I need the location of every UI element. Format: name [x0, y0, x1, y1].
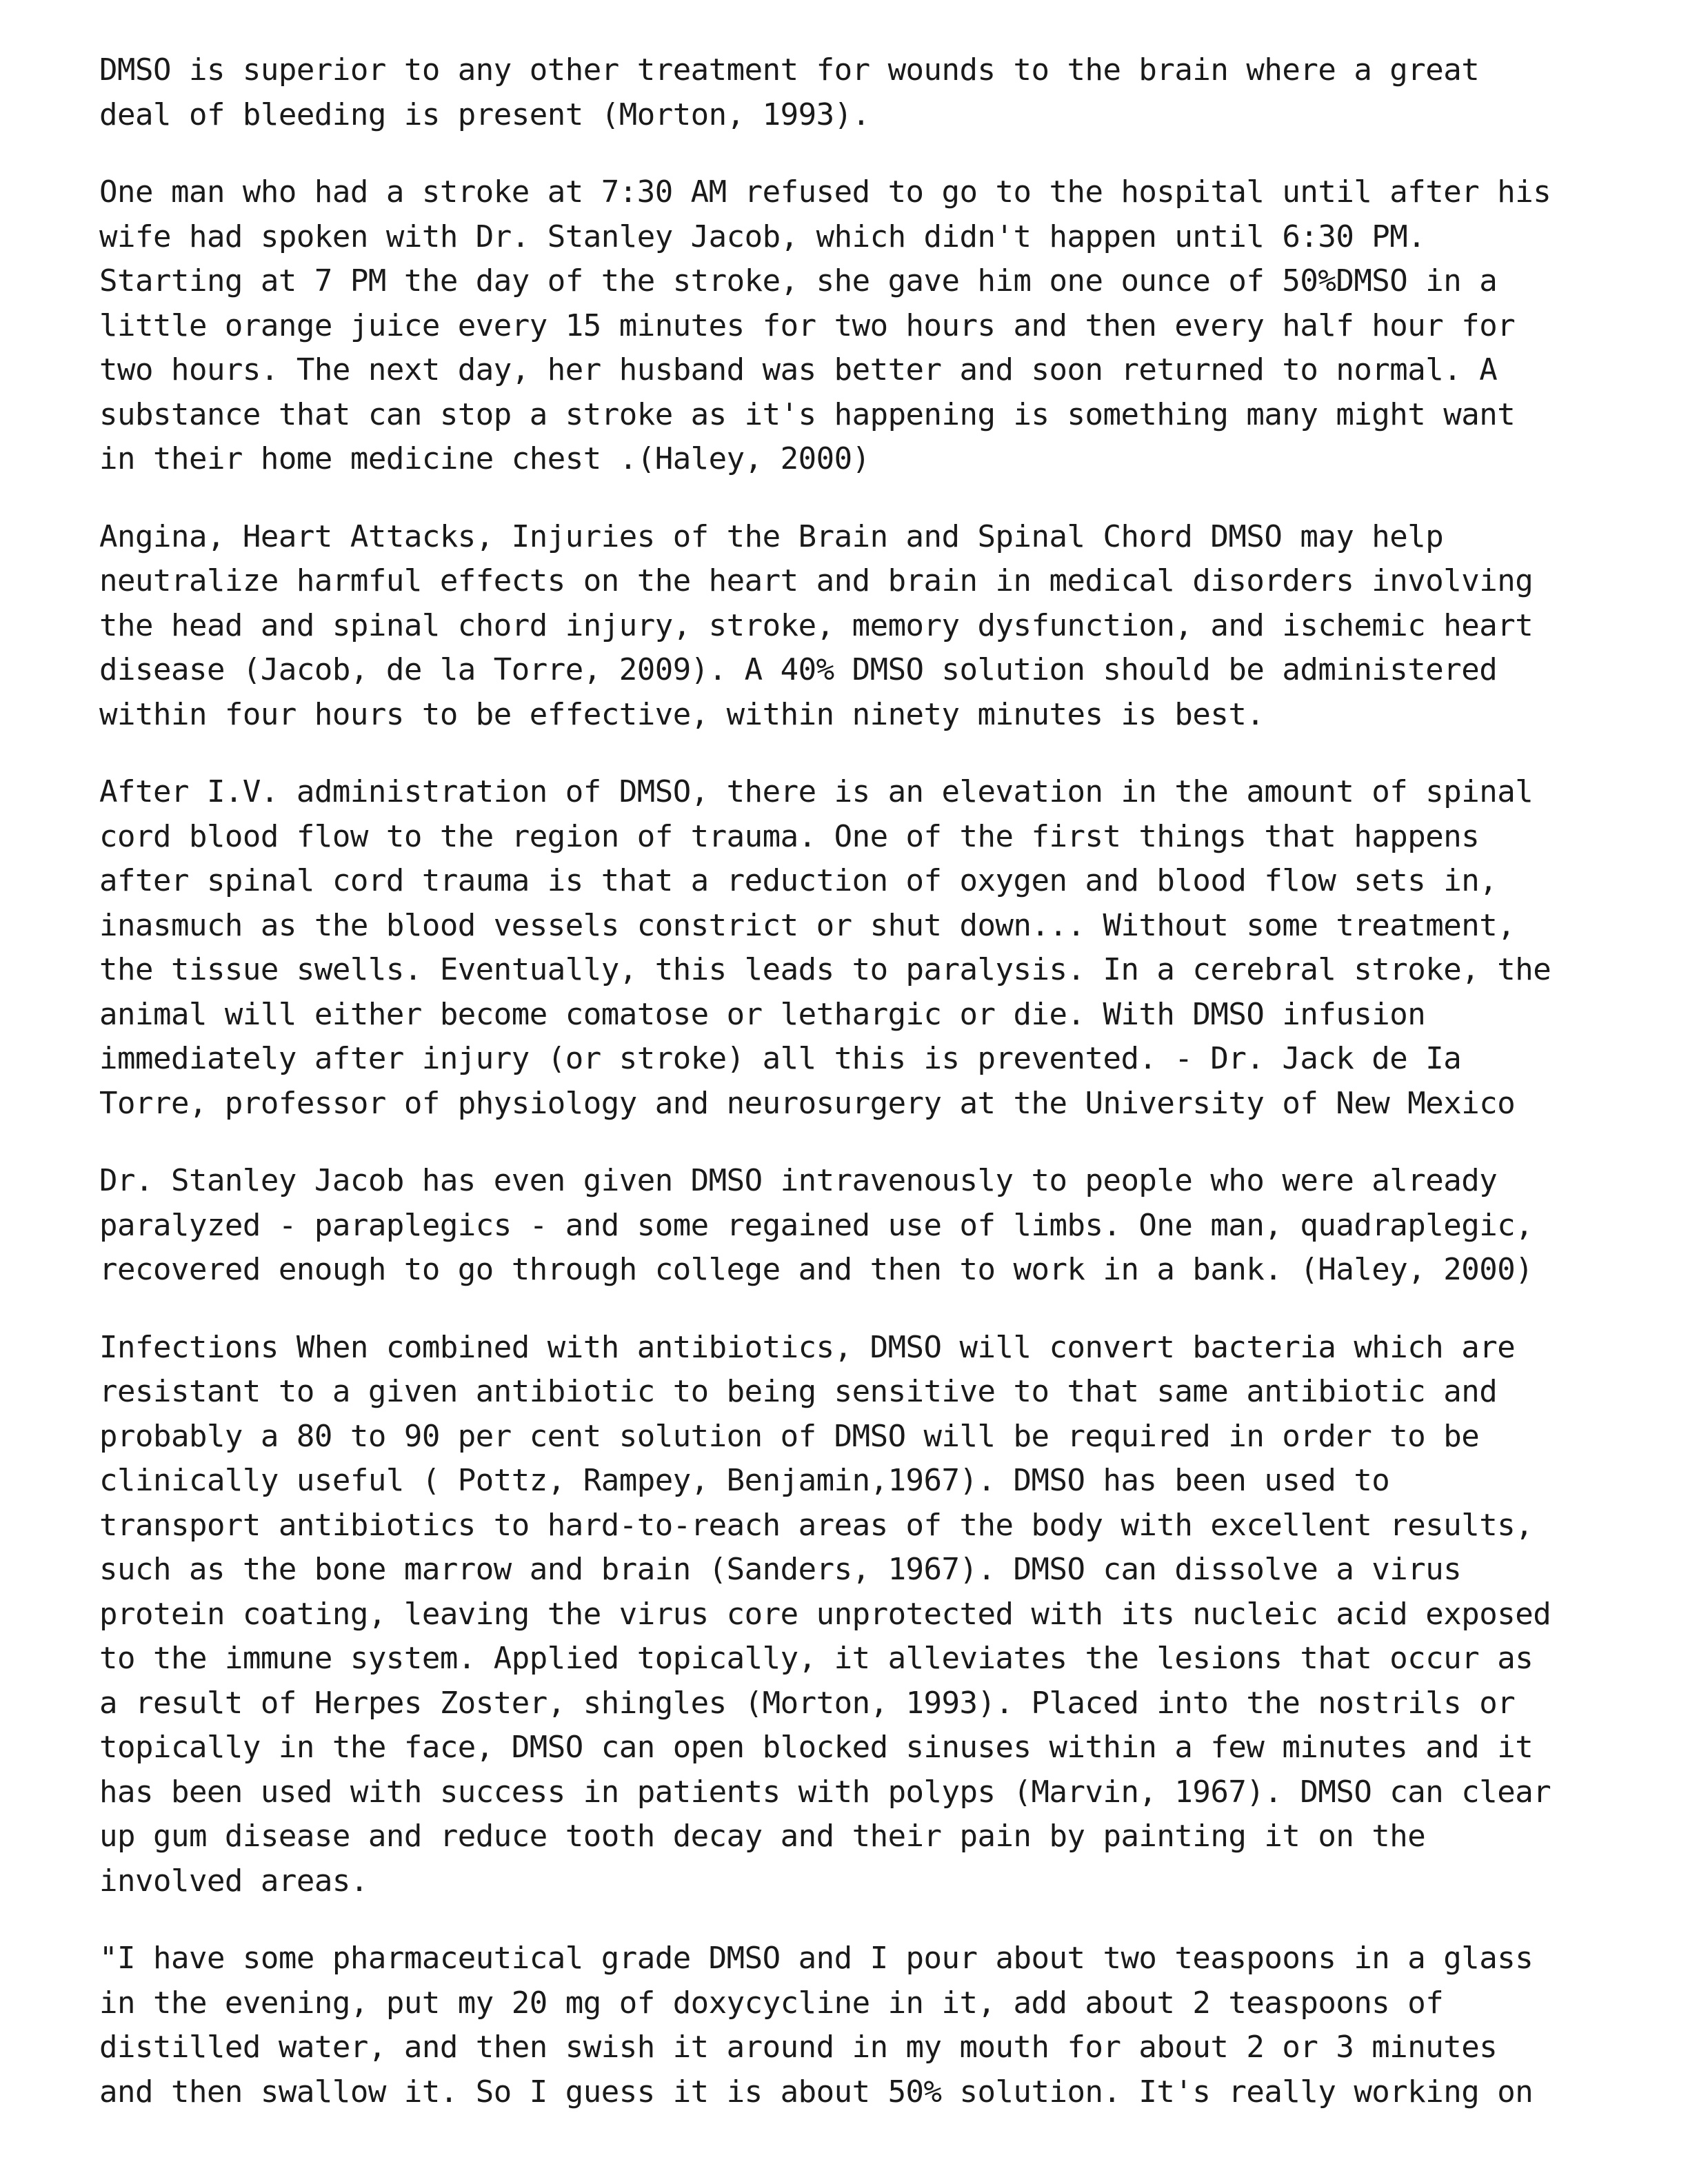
text-line: two hours. The next day, her husband was better and soon returned to normal. A — [99, 352, 1498, 387]
paragraph-stroke-case — [99, 170, 1637, 482]
text-line: and then swallow it. So I guess it is about 50% solution. It's really working on — [99, 2074, 1534, 2110]
text-line: "I have some pharmaceutical grade DMSO and I pour about two teaspoons in a glass — [99, 1941, 1534, 1976]
text-line: the tissue swells. Eventually, this leads to paralysis. In a cerebral stroke, the — [99, 952, 1551, 987]
paragraph-angina-heart — [99, 515, 1637, 738]
text-line: Infections When combined with antibiotics, DMSO will convert bacteria which are — [99, 1329, 1516, 1365]
text-line: Dr. Stanley Jacob has even given DMSO intravenously to people who were already — [99, 1163, 1498, 1198]
text-line: immediately after injury (or stroke) all this is prevented. - Dr. Jack de Ia — [99, 1041, 1462, 1076]
text-line: Torre, professor of physiology and neurosurgery at the University of New Mexico — [99, 1085, 1516, 1121]
text-line: involved areas. — [99, 1863, 368, 1899]
text-line: protein coating, leaving the virus core unprotected with its nucleic acid exposed — [99, 1596, 1551, 1632]
text-line: has been used with success in patients with polyps (Marvin, 1967). DMSO can clear — [99, 1774, 1551, 1810]
text-line: after spinal cord trauma is that a reduction of oxygen and blood flow sets in, — [99, 863, 1498, 898]
text-line: substance that can stop a stroke as it's happening is something many might want — [99, 396, 1516, 432]
paragraph-spinal-cord — [99, 770, 1637, 1126]
text-line: little orange juice every 15 minutes for two hours and then every half hour for — [99, 307, 1516, 343]
text-line: a result of Herpes Zoster, shingles (Morton, 1993). Placed into the nostrils or — [99, 1685, 1516, 1721]
text-line: Angina, Heart Attacks, Injuries of the Brain and Spinal Chord DMSO may help — [99, 518, 1444, 554]
text-line: probably a 80 to 90 per cent solution of DMSO will be required in order to be — [99, 1418, 1480, 1454]
paragraph-brain-bleeding — [99, 48, 1637, 137]
text-line: DMSO is superior to any other treatment for wounds to the brain where a great — [99, 52, 1480, 88]
text-line: inasmuch as the blood vessels constrict or shut down... Without some treatment, — [99, 907, 1516, 943]
text-line: resistant to a given antibiotic to being sensitive to that same antibiotic and — [99, 1374, 1498, 1409]
text-line: wife had spoken with Dr. Stanley Jacob, which didn't happen until 6:30 PM. — [99, 219, 1426, 254]
text-line: neutralize harmful effects on the heart and brain in medical disorders involving — [99, 563, 1534, 598]
paragraph-paralysis — [99, 1159, 1637, 1293]
text-line: After I.V. administration of DMSO, there is an elevation in the amount of spinal — [99, 774, 1534, 809]
text-line: in their home medicine chest .(Haley, 2000) — [99, 441, 870, 476]
text-line: Starting at 7 PM the day of the stroke, she gave him one ounce of 50%DMSO in a — [99, 263, 1498, 299]
text-line: disease (Jacob, de la Torre, 2009). A 40% DMSO solution should be administered — [99, 652, 1498, 687]
text-line: animal will either become comatose or lethargic or die. With DMSO infusion — [99, 996, 1426, 1032]
text-line: recovered enough to go through college and then to work in a bank. (Haley, 2000) — [99, 1252, 1534, 1287]
text-line: cord blood flow to the region of trauma. One of the first things that happens — [99, 818, 1480, 854]
text-line: topically in the face, DMSO can open blocked sinuses within a few minutes and it — [99, 1730, 1534, 1765]
text-line: within four hours to be effective, within ninety minutes is best. — [99, 696, 1265, 732]
text-line: the head and spinal chord injury, stroke, memory dysfunction, and ischemic heart — [99, 607, 1534, 643]
text-line: distilled water, and then swish it around in my mouth for about 2 or 3 minutes — [99, 2030, 1498, 2065]
text-line: paralyzed - paraplegics - and some regained use of limbs. One man, quadraplegic, — [99, 1207, 1534, 1243]
document-body — [99, 48, 1637, 2147]
text-line: deal of bleeding is present (Morton, 1993). — [99, 97, 870, 132]
text-line: to the immune system. Applied topically, it alleviates the lesions that occur as — [99, 1641, 1534, 1676]
text-line: One man who had a stroke at 7:30 AM refused to go to the hospital until after his — [99, 174, 1551, 210]
paragraph-infections — [99, 1326, 1637, 1904]
text-line: up gum disease and reduce tooth decay and their pain by painting it on the — [99, 1819, 1426, 1854]
paragraph-testimonial-quote — [99, 1937, 1637, 2114]
text-line: transport antibiotics to hard-to-reach areas of the body with excellent results, — [99, 1507, 1534, 1543]
text-line: such as the bone marrow and brain (Sanders, 1967). DMSO can dissolve a virus — [99, 1552, 1462, 1587]
text-line: in the evening, put my 20 mg of doxycycline in it, add about 2 teaspoons of — [99, 1985, 1444, 2021]
text-line: clinically useful ( Pottz, Rampey, Benjamin,1967). DMSO has been used to — [99, 1463, 1390, 1498]
